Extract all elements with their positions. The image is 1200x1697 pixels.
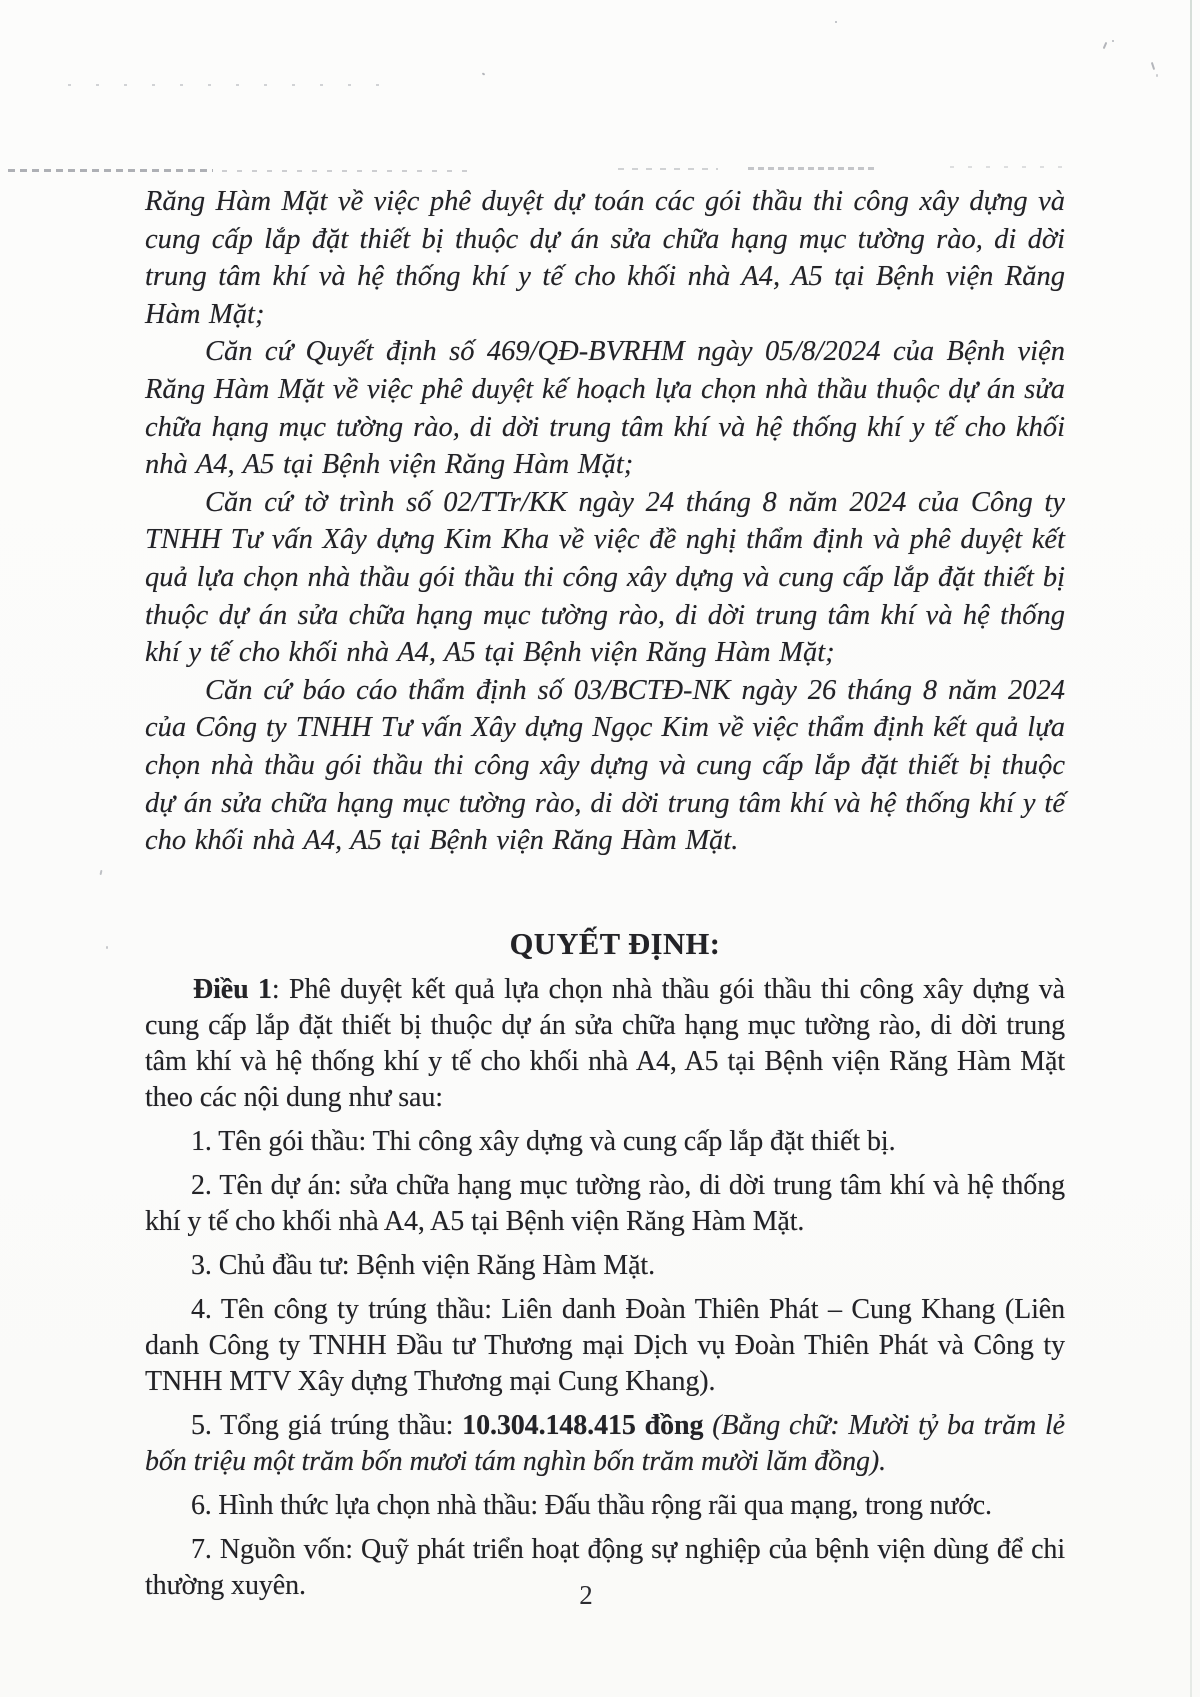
preamble-section	[145, 183, 1065, 860]
scan-dot-row-artifact	[68, 84, 398, 86]
scan-dash-line-artifact	[222, 170, 472, 172]
preamble-paragraph-4: Căn cứ báo cáo thẩm định số 03/BCTĐ-NK ngày 26 tháng 8 năm 2024 của Công ty TNHH Tư vấn Xây dựng Ngọc Kim về việc thẩm định kết quả lựa chọn nhà thầu gói thầu thi công xây dựng và cung cấp lắp đặt thiết bị thuộc dự án sửa chữa hạng mục tường rào, di dời trung tâm khí và hệ thống khí y tế cho khối nhà A4, A5 tại Bệnh viện Răng Hàm Mặt.	[145, 674, 1065, 857]
scan-speck	[1156, 74, 1158, 77]
scan-dash-line-artifact	[950, 166, 1065, 168]
item-5-amount-in-words: (Bằng chữ: Mười tỷ ba trăm lẻ bốn triệu một trăm bốn mươi tám nghìn bốn trăm mười lăm đồng).	[145, 1409, 1065, 1477]
preamble-paragraph-3: Căn cứ tờ trình số 02/TTr/KK ngày 24 tháng 8 năm 2024 của Công ty TNHH Tư vấn Xây dựng Kim Kha về việc đề nghị thẩm định và phê duyệt kết quả lựa chọn nhà thầu gói thầu thi công xây dựng và cung cấp lắp đặt thiết bị thuộc dự án sửa chữa hạng mục tường rào, di dời trung tâm khí và hệ thống khí y tế cho khối nhà A4, A5 tại Bệnh viện Răng Hàm Mặt;	[145, 486, 1065, 669]
item-5-prefix: 5. Tổng giá trúng thầu:	[191, 1409, 463, 1441]
item-7-funding-source: 7. Nguồn vốn: Quỹ phát triển hoạt động sự nghiệp của bệnh viện dùng để chi thường xuyên.	[145, 1533, 1065, 1601]
decision-heading: QUYẾT ĐỊNH:	[509, 926, 721, 961]
scan-speck	[1112, 40, 1114, 42]
article-1-label: Điều 1	[193, 973, 272, 1005]
scan-speck	[835, 21, 837, 23]
scan-speck	[100, 870, 103, 875]
item-3-investor: 3. Chủ đầu tư: Bệnh viện Răng Hàm Mặt.	[191, 1249, 655, 1281]
item-6-selection-method: 6. Hình thức lựa chọn nhà thầu: Đấu thầu rộng rãi qua mạng, trong nước.	[191, 1489, 992, 1521]
item-2-project-name: 2. Tên dự án: sửa chữa hạng mục tường rào, di dời trung tâm khí và hệ thống khí y tế cho khối nhà A4, A5 tại Bệnh viện Răng Hàm Mặt.	[145, 1169, 1065, 1237]
scan-speck	[106, 946, 108, 949]
scan-dash-line-artifact	[618, 168, 718, 170]
scan-dash-line-artifact	[8, 169, 213, 172]
item-1-package-name: 1. Tên gói thầu: Thi công xây dựng và cung cấp lắp đặt thiết bị.	[191, 1125, 896, 1157]
page-edge-scan-line	[1190, 0, 1192, 1697]
scan-speck	[1151, 62, 1155, 70]
preamble-paragraph-1: Răng Hàm Mặt về việc phê duyệt dự toán các gói thầu thi công xây dựng và cung cấp lắp đặt thiết bị thuộc dự án sửa chữa hạng mục tường rào, di dời trung tâm khí và hệ thống khí y tế cho khối nhà A4, A5 tại Bệnh viện Răng Hàm Mặt;	[145, 186, 1065, 330]
preamble-paragraph-2: Căn cứ Quyết định số 469/QĐ-BVRHM ngày 05/8/2024 của Bệnh viện Răng Hàm Mặt về việc phê duyệt kế hoạch lựa chọn nhà thầu thuộc dự án sửa chữa hạng mục tường rào, di dời trung tâm khí và hệ thống khí y tế cho khối nhà A4, A5 tại Bệnh viện Răng Hàm Mặt;	[145, 336, 1065, 481]
scan-speck	[1103, 42, 1108, 49]
item-5-amount: 10.304.148.415 đồng	[462, 1409, 704, 1441]
page-number: 2	[579, 1580, 593, 1610]
scan-dash-line-artifact	[748, 167, 878, 170]
scan-speck	[482, 72, 486, 75]
article-1-intro: : Phê duyệt kết quả lựa chọn nhà thầu gói thầu thi công xây dựng và cung cấp lắp đặt thiết bị thuộc dự án sửa chữa hạng mục tường rào, di dời trung tâm khí và hệ thống khí y tế cho khối nhà A4, A5 tại Bệnh viện Răng Hàm Mặt theo các nội dung như sau:	[145, 973, 1065, 1113]
article-1-paragraph	[145, 972, 1065, 1116]
item-4-winning-contractor: 4. Tên công ty trúng thầu: Liên danh Đoàn Thiên Phát – Cung Khang (Liên danh Công ty TNHH Đầu tư Thương mại Dịch vụ Đoàn Thiên Phát và Công ty TNHH MTV Xây dựng Thương mại Cung Khang).	[145, 1293, 1065, 1397]
document-body	[145, 183, 1065, 1604]
item-5-winning-price	[145, 1408, 1065, 1480]
